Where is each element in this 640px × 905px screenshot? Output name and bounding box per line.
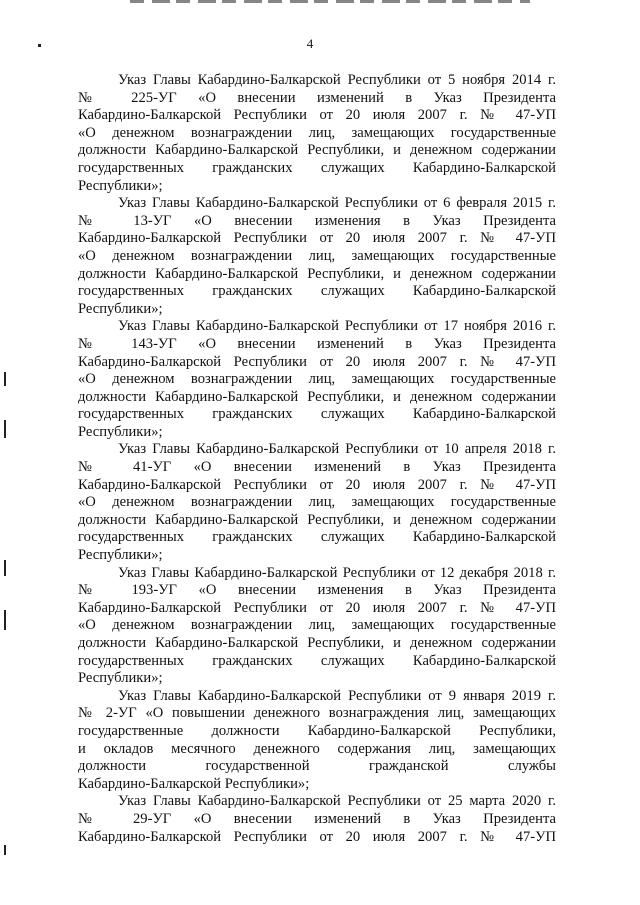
- scan-speck: [4, 845, 6, 855]
- text-line: государственных гражданских служащих Кабардино-Балкарской: [78, 529, 556, 546]
- scan-speck: [4, 372, 6, 386]
- scan-speck: [4, 610, 6, 630]
- text-line: «О денежном вознаграждении лиц, замещающих государственные: [78, 124, 556, 141]
- text-line: и окладов месячного денежного содержания лиц, замещающих: [78, 740, 556, 757]
- scan-speck: [4, 560, 6, 576]
- text-line: № 29-УГ «О внесении изменений в Указ Президента: [78, 810, 556, 827]
- text-line: государственных гражданских служащих Кабардино-Балкарской: [78, 652, 556, 669]
- text-line: Кабардино-Балкарской Республики»;: [78, 775, 310, 792]
- text-line: «О денежном вознаграждении лиц, замещающих государственные: [78, 617, 556, 634]
- decree-paragraph: [78, 793, 556, 846]
- text-line: должности Кабардино-Балкарской Республики, и денежном содержании: [78, 265, 556, 282]
- decree-paragraph: [78, 688, 556, 794]
- decree-paragraph: [78, 195, 556, 318]
- text-line: № 193-УГ «О внесении изменения в Указ Президента: [78, 582, 556, 599]
- text-line: Указ Главы Кабардино-Балкарской Республики от 25 марта 2020 г.: [118, 793, 556, 810]
- text-line: № 41-УГ «О внесении изменений в Указ Президента: [78, 459, 556, 476]
- text-line: № 143-УГ «О внесении изменений в Указ Президента: [78, 335, 556, 352]
- text-line: должности государственной гражданской службы: [78, 758, 556, 775]
- text-line: должности Кабардино-Балкарской Республики, и денежном содержании: [78, 142, 556, 159]
- text-line: Республики»;: [78, 177, 163, 194]
- text-line: Республики»;: [78, 547, 163, 564]
- decree-paragraph: [78, 441, 556, 564]
- text-line: Кабардино-Балкарской Республики от 20 июля 2007 г. № 47-УП: [78, 353, 556, 370]
- text-line: Республики»;: [78, 300, 163, 317]
- decree-paragraph: [78, 565, 556, 688]
- text-line: «О денежном вознаграждении лиц, замещающих государственные: [78, 247, 556, 264]
- scan-edge-artifact: [130, 0, 530, 3]
- document-body: [78, 72, 556, 846]
- text-line: Указ Главы Кабардино-Балкарской Республики от 10 апреля 2018 г.: [118, 441, 556, 458]
- text-line: Кабардино-Балкарской Республики от 20 июля 2007 г. № 47-УП: [78, 828, 556, 845]
- text-line: должности Кабардино-Балкарской Республики, и денежном содержании: [78, 511, 556, 528]
- text-line: Кабардино-Балкарской Республики от 20 июля 2007 г. № 47-УП: [78, 476, 556, 493]
- text-line: Кабардино-Балкарской Республики от 20 июля 2007 г. № 47-УП: [78, 107, 556, 124]
- decree-paragraph: [78, 318, 556, 441]
- text-line: «О денежном вознаграждении лиц, замещающих государственные: [78, 494, 556, 511]
- text-line: государственные должности Кабардино-Балкарской Республики,: [78, 722, 556, 739]
- decree-paragraph: [78, 72, 556, 195]
- text-line: государственных гражданских служащих Кабардино-Балкарской: [78, 159, 556, 176]
- text-line: № 225-УГ «О внесении изменений в Указ Президента: [78, 89, 556, 106]
- scan-speck: [4, 420, 6, 438]
- text-line: должности Кабардино-Балкарской Республики, и денежном содержании: [78, 388, 556, 405]
- text-line: Республики»;: [78, 670, 163, 687]
- text-line: должности Кабардино-Балкарской Республики, и денежном содержании: [78, 635, 556, 651]
- text-line: государственных гражданских служащих Кабардино-Балкарской: [78, 283, 556, 300]
- text-line: «О денежном вознаграждении лиц, замещающих государственные: [78, 371, 556, 388]
- text-line: Кабардино-Балкарской Республики от 20 июля 2007 г. № 47-УП: [78, 230, 556, 247]
- text-line: Указ Главы Кабардино-Балкарской Республики от 6 февраля 2015 г.: [118, 195, 556, 212]
- text-line: Указ Главы Кабардино-Балкарской Республики от 12 декабря 2018 г.: [118, 564, 556, 581]
- text-line: Республики»;: [78, 423, 163, 440]
- text-line: государственных гражданских служащих Кабардино-Балкарской: [78, 406, 556, 423]
- text-line: Указ Главы Кабардино-Балкарской Республики от 5 ноября 2014 г.: [118, 72, 556, 88]
- text-line: Кабардино-Балкарской Республики от 20 июля 2007 г. № 47-УП: [78, 599, 556, 616]
- text-line: Указ Главы Кабардино-Балкарской Республики от 9 января 2019 г.: [118, 687, 556, 704]
- text-line: № 2-УГ «О повышении денежного вознаграждения лиц, замещающих: [78, 705, 556, 722]
- text-line: № 13-УГ «О внесении изменения в Указ Президента: [78, 212, 556, 229]
- text-line: Указ Главы Кабардино-Балкарской Республики от 17 ноября 2016 г.: [118, 318, 556, 335]
- page-number: 4: [306, 36, 314, 51]
